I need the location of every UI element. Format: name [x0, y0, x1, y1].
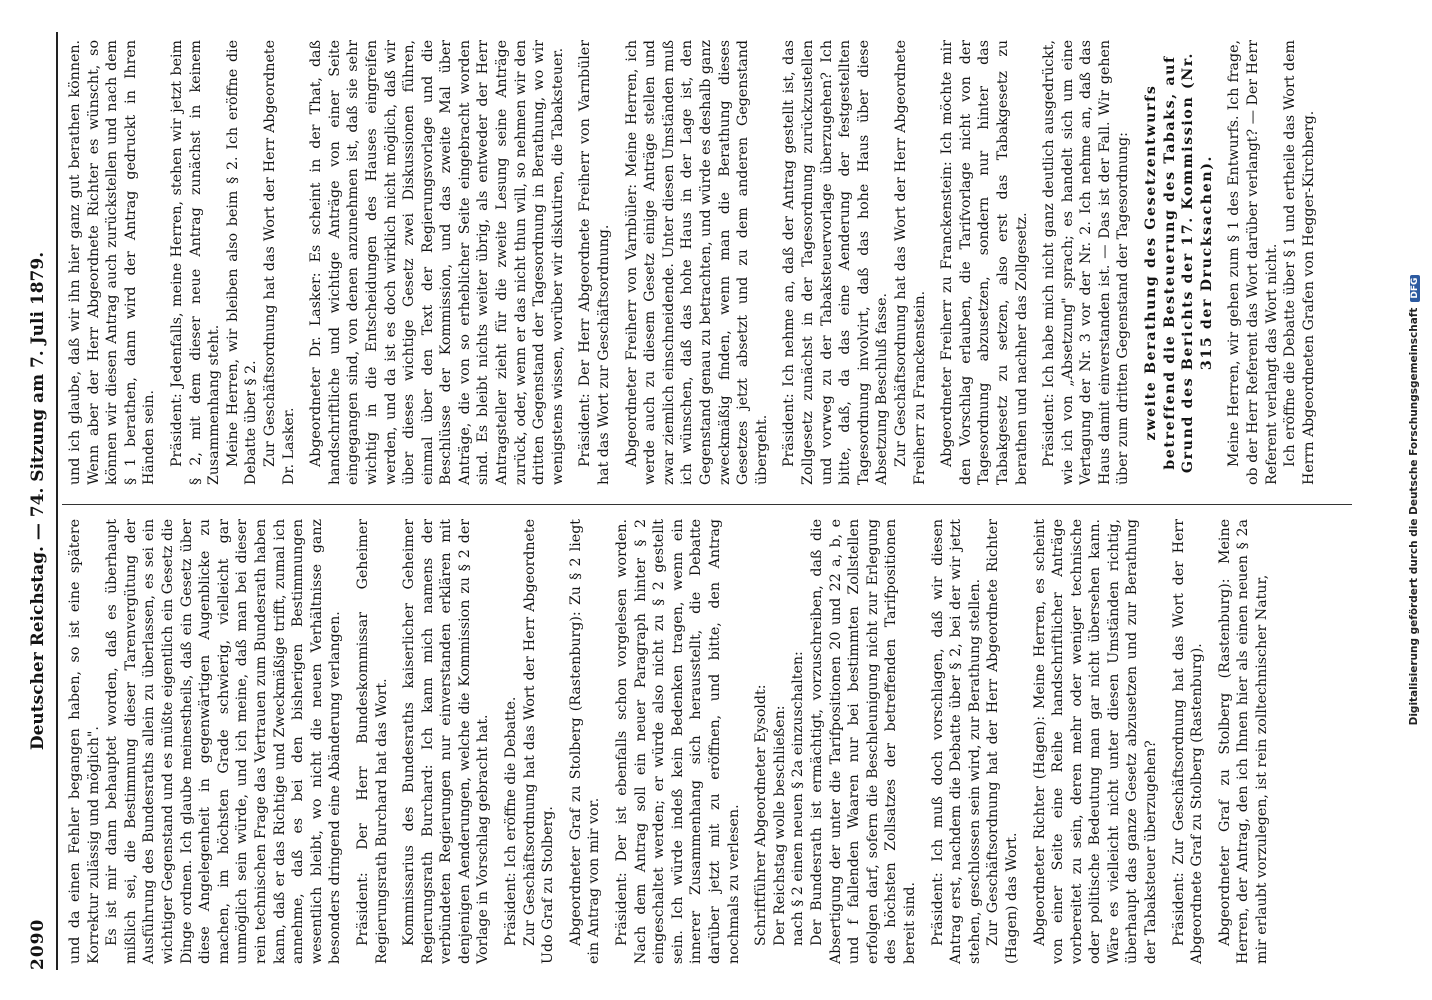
paragraph: und da einen Fehler begangen haben, so ist eine spätere Korrektur zulässig und möglich".: [67, 519, 102, 964]
credit-text: Digitalisierung gefördert durch die Deutsche Forschungsgemeinschaft: [1408, 307, 1420, 726]
paragraph: Abgeordneter Richter (Hagen): Meine Herren, es scheint von einer Seite eine Reihe handschriftlicher Anträge vorbereitet zu sein, deren mehr oder weniger technische oder politische Bedeutung man gar nicht übersehen kann. Wäre es vielleicht nicht unter diesen Umständen richtig, überhaupt das ganze Gesetz abzusetzen und zur Berathung der Tabaksteuer überzugehen?: [1031, 519, 1160, 964]
paragraph: Abgeordneter Freiherr zu Franckenstein: Ich möchte mir den Vorschlag erlauben, die Tarifvorlage nicht von der Tagesordnung abzusetzen, sondern nur hinter das Tabakgesetz zu setzen, also erst das Tabakgesetz zu berathen und nachher das Zollgesetz.: [939, 40, 1030, 485]
paragraph: nach § 2 einen neuen § 2a einzuschalten:: [790, 651, 807, 946]
paragraph: Ich eröffne die Debatte über § 1 und ertheile das Wort dem Herrn Abgeordneten Grafen von Hegger-Kirchberg.: [1282, 40, 1317, 485]
paragraph: Abgeordneter Dr. Lasker: Es scheint in der That, daß handschriftliche und wichtige Anträge von einer Seite eingegangen sind, von denen anzunehmen ist, daß sie sehr wichtig in die Entscheidungen des Hauses eingreifen werden, und da ist es doch wirklich nicht möglich, daß wir über dieses wichtige Gesetz zwei Diskussionen führen, einmal über den Text der Regierungsvorlage und die Beschlüsse der Kommission, und das zweite Mal über Anträge, die von so erheblicher Seite eingebracht worden sind. Es bleibt nichts weiter übrig, als entweder der Herr Antragsteller zieht für die zweite Lesung seine Anträge zurück, oder, wenn er das nicht thun will, so nehmen wir den dritten Gegenstand der Tagesordnung in Berathung, wo wir wenigstens wissen, worüber wir diskutiren, die Tabaksteuer.: [308, 40, 566, 485]
paragraph: Präsident: Jedenfalls, meine Herren, stehen wir jetzt beim § 2, mit dem dieser neue Antrag zunächst in keinem Zusammenhang steht.: [168, 40, 223, 485]
running-title: Deutscher Reichstag. — 74. Sitzung am 7. Juli 1879.: [28, 251, 48, 751]
paragraph: Präsident: Ich eröffne die Debatte.: [503, 696, 520, 946]
paragraph: Präsident: Ich nehme an, daß der Antrag gestellt ist, das Zollgesetz zunächst in der Tagesordnung zurückzustellen und vorweg zu der Tabaksteuervorlage überzugehen? Ich bitte, daß, da das eine Aenderung der festgestellten Tagesordnung involvirt, daß das hohe Haus über diese Absetzung Beschluß fasse.: [781, 40, 891, 485]
paragraph: Abgeordneter Graf zu Stolberg (Rastenburg): Zu § 2 liegt ein Antrag von mir vor.: [567, 519, 603, 964]
paragraph: Zur Geschäftsordnung hat das Wort der Herr Abgeordnete Udo Graf zu Stolberg.: [521, 519, 557, 964]
page-header: [26, 32, 56, 970]
paragraph: Meine Herren, wir bleiben also beim § 2. Ich eröffne die Debatte über § 2.: [224, 40, 260, 485]
right-column: [66, 40, 1318, 485]
left-column: [66, 519, 1272, 964]
header-rule: [56, 32, 58, 970]
paragraph: Kommissarius des Bundesraths kaiserlicher Geheimer Regierungsrath Burchard: Ich kann mich namens der verbündeten Regierungen nur einverstanden erklären mit denjenigen Aenderungen, welche die Kommission zu § 2 der Vorlage in Vorschlag gebracht hat.: [401, 519, 492, 964]
paragraph: Der Reichstag wolle beschließen:: [771, 705, 788, 946]
paragraph: Es ist mir dann behauptet worden, daß es überhaupt mißlich sei, die Bestimmung dieser Tarenvergütung der Ausführung des Bundesraths allein zu überlassen, es sei ein wichtiger Gegenstand und es müßte eigentlich ein Gesetz die Dinge ordnen. Ich glaube meinestheils, daß ein Gesetz über diese Angelegenheit in gegenwärtigen Augenblicke zu machen, im höchsten Grade schwierig, vielleicht gar unmöglich sein würde, und ich meine, daß man bei dieser rein technischen Frage das Vertrauen zum Bundesrath haben kann, daß er das Richtige und Zweckmäßige trifft, zumal ich annehme, daß es bei den bisherigen Bestimmungen wesentlich bleibt, wo nicht die neuen Verhältnisse ganz besonders dringend eine Abänderung verlangen.: [104, 519, 344, 964]
paragraph: Präsident: Zur Geschäftsordnung hat das Wort der Herr Abgeordnete Graf zu Stolberg (Rastenburg).: [1170, 519, 1206, 964]
paragraph: Präsident: Der Herr Bundeskommissar Geheimer Regierungsrath Burchard hat das Wort.: [354, 519, 390, 964]
paragraph: Präsident: Der ist ebenfalls schon vorgelesen worden. Nach dem Antrag soll ein neuer Paragraph hinter § 2 eingeschaltet werden; er würde also nicht zu § 2 gestellt sein. Ich würde indeß kein Bedenken tragen, wenn ein innerer Zusammenhang sich herausstellt, die Debatte darüber jetzt mit zu eröffnen, und bitte, den Antrag nochmals zu verlesen.: [614, 519, 742, 964]
digitization-credit: [1408, 0, 1420, 1000]
paragraph: Der Bundesrath ist ermächtigt, vorzuschreiben, daß die Absertigung der unter die Tarifpositionen 20 und 22 a, b, e und f fallenden Waaren nur bei bestimmten Zollstellen erfolgen darf, sofern die Beschleunigung nicht zur Erlegung des höchsten Zollsatzes der betreffenden Tarifpositionen bereit sind.: [808, 519, 918, 964]
paragraph: Zur Geschäftsordnung hat der Herr Abgeordnete Richter (Hagen) das Wort.: [985, 519, 1020, 964]
paragraph: Abgeordneter Graf zu Stolberg (Rastenburg): Meine Herren, der Antrag, den ich Ihnen hier als einen neuen § 2a mir erlaubt vorzulegen, ist rein zolltechnischer Natur,: [1216, 519, 1271, 964]
paragraph: Schriftführer Abgeordneter Eysoldt:: [753, 684, 770, 946]
paragraph: Präsident: Ich habe mich nicht ganz deutlich ausgedrückt, wie ich von „Absetzung" sprach; es handelt sich um eine Vertagung der Nr. 3 vor der Nr. 2. Ich nehme an, daß das Haus damit einverstanden ist. — Das ist der Fall. Wir gehen über zum dritten Gegenstand der Tagesordnung:: [1041, 40, 1132, 485]
agenda-item: zweite Berathung des Gesetzentwurfs betreffend die Besteuerung des Tabaks, auf Grund des Berichts der 17. Kommission (Nr. 315 der Drucksachen).: [1143, 51, 1215, 474]
paragraph: Präsident: Der Herr Abgeordnete Freiherr von Varnbüler hat das Wort zur Geschäftsordnung.: [577, 40, 613, 485]
paragraph: Präsident: Ich muß doch vorschlagen, daß wir diesen Antrag erst, nachdem die Debatte über § 2, bei der wir jetzt stehen, geschlossen sein wird, zur Berathung stellen.: [929, 519, 983, 964]
paragraph: und ich glaube, daß wir ihn hier ganz gut berathen können. Wenn aber der Herr Abgeordnete Richter es wünscht, so können wir diesen Antrag auch zurückstellen und nach dem § 1 berathen, dann wird der Antrag gedruckt in Ihren Händen sein.: [67, 40, 158, 485]
paragraph: Zur Geschäftsordnung hat das Wort der Herr Abgeordnete Dr. Lasker.: [261, 40, 297, 485]
paragraph: Zur Geschäftsordnung hat das Wort der Herr Abgeordnete Freiherr zu Franckenstein.: [892, 40, 928, 485]
page-number: 2090: [28, 918, 48, 970]
dfg-logo: DFG: [1410, 275, 1420, 302]
paragraph: Abgeordneter Freiherr von Varnbüler: Meine Herren, ich werde auch zu diesem Gesetz einige Anträge stellen und zwar ziemlich einschneidende. Unter diesen Umständen muß ich wünschen, daß das hohe Haus in der Lage ist, den Gegenstand genau zu betrachten, und würde es deshalb ganz zweckmäßig finden, wenn man die Berathung dieses Gesetzes jetzt absetzt und zu dem anderen Gegenstand übergeht.: [623, 40, 770, 485]
column-divider: [62, 504, 1352, 505]
paragraph: Meine Herren, wir gehen zum § 1 des Entwurfs. Ich frage, ob der Herr Referent das Wort darüber verlangt? — Der Herr Referent verlangt das Wort nicht.: [1226, 40, 1280, 485]
